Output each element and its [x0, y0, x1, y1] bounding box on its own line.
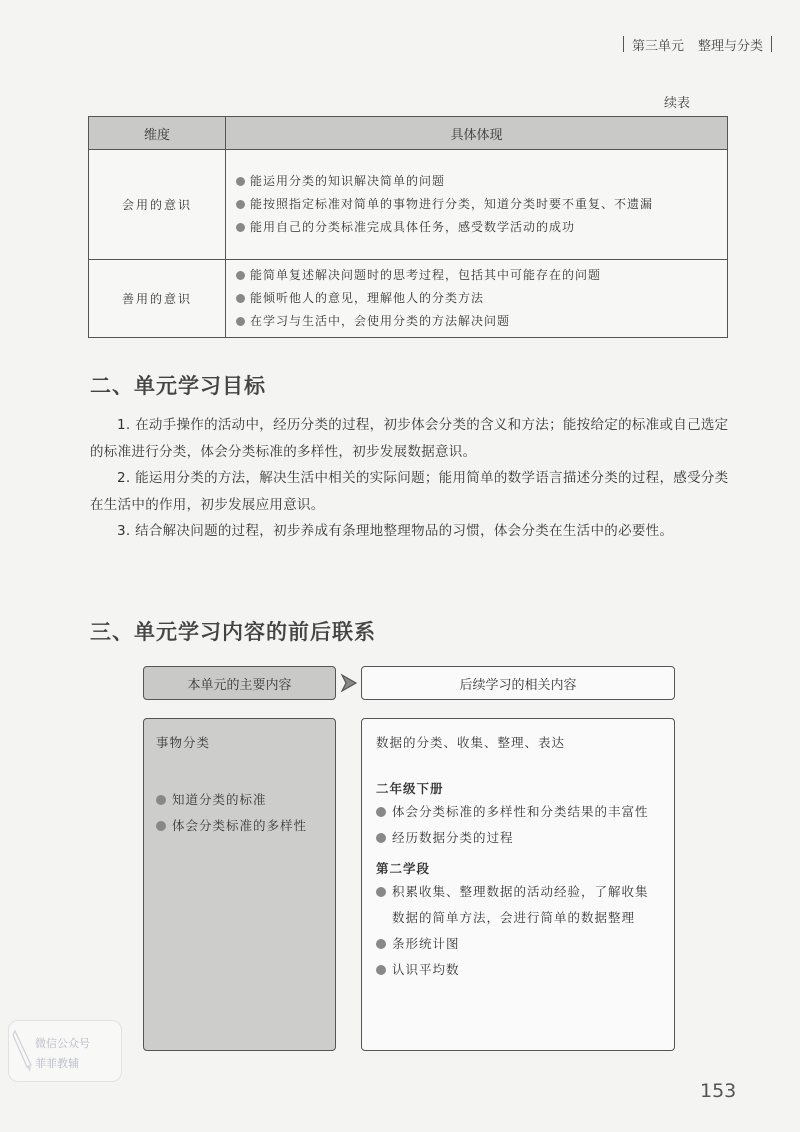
- list-item: 能简单复述解决问题时的思考过程，包括其中可能存在的问题: [236, 264, 717, 287]
- col-dimension-header: 维度: [89, 117, 226, 150]
- bullet-icon: [156, 795, 166, 805]
- watermark-line-2: 菲菲教辅: [35, 1057, 79, 1070]
- bullet-icon: [376, 965, 386, 975]
- header-divider-left: [623, 36, 624, 52]
- list-item: 能按照指定标准对简单的事物进行分类，知道分类时要不重复、不遗漏: [236, 193, 717, 216]
- main-content-box: [143, 718, 336, 1051]
- watermark: [8, 1020, 122, 1082]
- links-heading: 三、单元学习内容的前后联系: [90, 620, 376, 644]
- goal-paragraph: 2. 能运用分类的方法，解决生活中相关的实际问题；能用简单的数学语言描述分类的过程，感受分类在生活中的作用，初步发展应用意识。: [90, 470, 729, 513]
- list-item: 能运用分类的知识解决简单的问题: [236, 170, 717, 193]
- main-box-list: [156, 787, 323, 839]
- list-item: 能用自己的分类标准完成具体任务，感受数学活动的成功: [236, 216, 717, 239]
- bullet-icon: [156, 821, 166, 831]
- detail-list: [236, 170, 717, 239]
- bullet-icon: [236, 223, 245, 232]
- running-header: [560, 32, 780, 56]
- stage-title: 二年级下册: [376, 781, 444, 796]
- bullet-icon: [236, 177, 245, 186]
- detail-cell: [226, 150, 728, 260]
- stage-title: 第二学段: [376, 861, 431, 876]
- list-item: 体会分类标准的多样性: [156, 813, 323, 839]
- list-item: 能倾听他人的意见，理解他人的分类方法: [236, 287, 717, 310]
- goals-body: [90, 412, 730, 545]
- goal-paragraph: 3. 结合解决问题的过程，初步养成有条理地整理物品的习惯，体会分类在生活中的必要性。: [117, 523, 674, 539]
- bullet-icon: [376, 807, 386, 817]
- list-item: 体会分类标准的多样性和分类结果的丰富性: [376, 799, 660, 825]
- following-content-header: 后续学习的相关内容: [361, 666, 675, 700]
- dimension-cell: 善用的意识: [89, 260, 226, 338]
- continued-label: 续表: [664, 96, 691, 111]
- main-box-title: 事物分类: [156, 735, 211, 750]
- header-unit: 第三单元: [631, 38, 684, 54]
- goal-paragraph: 1. 在动手操作的活动中，经历分类的过程，初步体会分类的含义和方法；能按给定的标准或自己选定的标准进行分类，体会分类标准的多样性，初步发展数据意识。: [90, 417, 729, 460]
- bullet-icon: [236, 317, 245, 326]
- table-row: [89, 260, 728, 338]
- col-detail-header: 具体体现: [226, 117, 728, 150]
- page-number: 153: [700, 1080, 737, 1102]
- bullet-icon: [236, 271, 245, 280]
- detail-list: [236, 264, 717, 333]
- stage-list: [376, 799, 660, 851]
- bullet-icon: [376, 833, 386, 843]
- dimension-table: [88, 116, 728, 338]
- bullet-icon: [376, 939, 386, 949]
- table-header-row: [89, 117, 728, 150]
- bullet-icon: [236, 200, 245, 209]
- list-item: 认识平均数: [376, 957, 660, 983]
- stage-list: [376, 879, 660, 983]
- list-item: 知道分类的标准: [156, 787, 323, 813]
- header-title: 整理与分类: [697, 38, 763, 54]
- table-row: [89, 150, 728, 260]
- bullet-icon: [236, 294, 245, 303]
- dimension-cell: 会用的意识: [89, 150, 226, 260]
- detail-cell: [226, 260, 728, 338]
- bullet-icon: [376, 887, 386, 897]
- goals-heading: 二、单元学习目标: [90, 374, 266, 398]
- watermark-line-1: 微信公众号: [35, 1037, 90, 1050]
- header-divider-right: [771, 36, 772, 52]
- following-content-box: [361, 718, 675, 1051]
- next-box-lead: 数据的分类、收集、整理、表达: [376, 735, 566, 750]
- list-item: 积累收集、整理数据的活动经验，了解收集数据的简单方法，会进行简单的数据整理: [376, 879, 660, 931]
- arrow-right-icon: [340, 673, 360, 693]
- list-item: 条形统计图: [376, 931, 660, 957]
- list-item: 在学习与生活中，会使用分类的方法解决问题: [236, 310, 717, 333]
- main-content-header: 本单元的主要内容: [143, 666, 336, 700]
- list-item: 经历数据分类的过程: [376, 825, 660, 851]
